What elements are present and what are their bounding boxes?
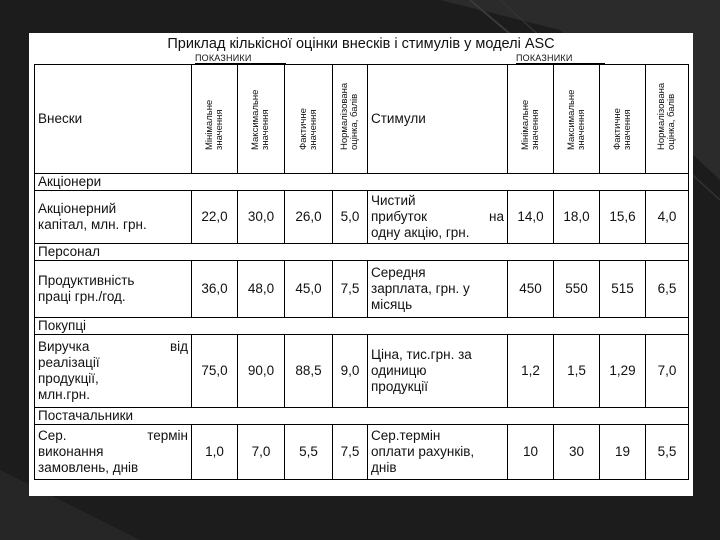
stimulus-line: днів: [371, 460, 397, 475]
stimulus-value: 7,0: [646, 335, 689, 408]
contribution-label: [35, 191, 192, 244]
stimulus-line: Ціна, тис.грн. за: [371, 347, 472, 362]
contribution-line: Продуктивність: [38, 273, 135, 288]
header-contributions: Внески: [35, 65, 192, 174]
stimulus-value: 10: [508, 425, 554, 480]
section-row: [35, 244, 689, 261]
contribution-value: 5,5: [285, 425, 333, 480]
contribution-value: 7,5: [333, 425, 368, 480]
header-s-max: Максимальне значення: [554, 65, 600, 174]
contribution-line: капітал, млн. грн.: [38, 217, 147, 232]
contribution-value: 36,0: [192, 261, 238, 318]
contribution-line: виконання: [38, 444, 104, 459]
table-row: [35, 425, 689, 480]
header-s-norm: Нормалізована оцінка, балів: [646, 65, 689, 174]
stimulus-label: [368, 191, 508, 244]
contribution-value: 26,0: [285, 191, 333, 244]
contribution-line: реалізації: [38, 355, 100, 370]
slide-title: Приклад кількісної оцінки внесків і стимулів у моделі ASC: [167, 36, 555, 52]
stimulus-label: [368, 425, 508, 480]
stimulus-line: Сер.термін: [371, 428, 441, 443]
stimulus-line: оплати рахунків,: [371, 444, 475, 459]
stimulus-value: 1,2: [508, 335, 554, 408]
section-title: Акціонери: [35, 174, 689, 191]
contribution-line: праці грн./год.: [38, 289, 126, 304]
contribution-value: 9,0: [333, 335, 368, 408]
contribution-value: 45,0: [285, 261, 333, 318]
contribution-value: 1,0: [192, 425, 238, 480]
contribution-value: 88,5: [285, 335, 333, 408]
contribution-value: 90,0: [238, 335, 285, 408]
contribution-value: 7,5: [333, 261, 368, 318]
header-s-actual: Фактичне значення: [600, 65, 646, 174]
stimulus-line: одну акцію, грн.: [371, 225, 470, 240]
stimulus-value: 1,29: [600, 335, 646, 408]
contribution-line: Виручка від: [38, 339, 188, 354]
header-c-norm: Нормалізована оцінка, балів: [333, 65, 368, 174]
stimulus-value: 515: [600, 261, 646, 318]
indicators-label-left: ПОКАЗНИКИ: [195, 53, 286, 64]
stimulus-value: 1,5: [554, 335, 600, 408]
table-row: [35, 191, 689, 244]
contribution-label: [35, 261, 192, 318]
contribution-value: 75,0: [192, 335, 238, 408]
contribution-label: [35, 425, 192, 480]
table-row: [35, 335, 689, 408]
stimulus-label: [368, 261, 508, 318]
stimulus-value: 5,5: [646, 425, 689, 480]
header-stimuli: Стимули: [368, 65, 508, 174]
contribution-value: 48,0: [238, 261, 285, 318]
slide: [29, 33, 693, 496]
section-row: [35, 408, 689, 425]
stimulus-line: продукції: [371, 379, 429, 394]
stimulus-value: 6,5: [646, 261, 689, 318]
section-row: [35, 174, 689, 191]
header-s-min: Мінімальне значення: [508, 65, 554, 174]
contribution-label: [35, 335, 192, 408]
stimulus-value: 19: [600, 425, 646, 480]
contribution-line: Сер. термін: [38, 428, 188, 443]
header-c-max: Максимальне значення: [238, 65, 285, 174]
section-title: Персонал: [35, 244, 689, 261]
stimulus-value: 4,0: [646, 191, 689, 244]
stimulus-value: 18,0: [554, 191, 600, 244]
contribution-value: 22,0: [192, 191, 238, 244]
stimulus-line: одиницю: [371, 363, 427, 378]
table-row: [35, 261, 689, 318]
stimulus-line: прибуток на: [371, 209, 504, 224]
section-row: [35, 318, 689, 335]
stimulus-line: Чистий: [371, 193, 416, 208]
header-c-min: Мінімальне значення: [192, 65, 238, 174]
contribution-value: 5,0: [333, 191, 368, 244]
header-c-actual: Фактичне значення: [285, 65, 333, 174]
stimulus-line: місяць: [371, 297, 413, 312]
header-row: [35, 65, 689, 174]
indicators-label-right: ПОКАЗНИКИ: [516, 53, 605, 64]
contribution-value: 30,0: [238, 191, 285, 244]
section-title: Покупці: [35, 318, 689, 335]
contribution-value: 7,0: [238, 425, 285, 480]
stimulus-value: 30: [554, 425, 600, 480]
stimulus-value: 15,6: [600, 191, 646, 244]
section-title: Постачальники: [35, 408, 689, 425]
contribution-line: Акціонерний: [38, 201, 117, 216]
contribution-line: продукції,: [38, 371, 99, 386]
contribution-line: млн.грн.: [38, 387, 91, 402]
stimulus-value: 550: [554, 261, 600, 318]
contribution-line: замовлень, днів: [38, 460, 139, 475]
asc-table: [34, 64, 689, 480]
stimulus-label: [368, 335, 508, 408]
stimulus-value: 450: [508, 261, 554, 318]
stimulus-value: 14,0: [508, 191, 554, 244]
stimulus-line: зарплата, грн. у: [371, 281, 470, 296]
stimulus-line: Середня: [371, 265, 426, 280]
